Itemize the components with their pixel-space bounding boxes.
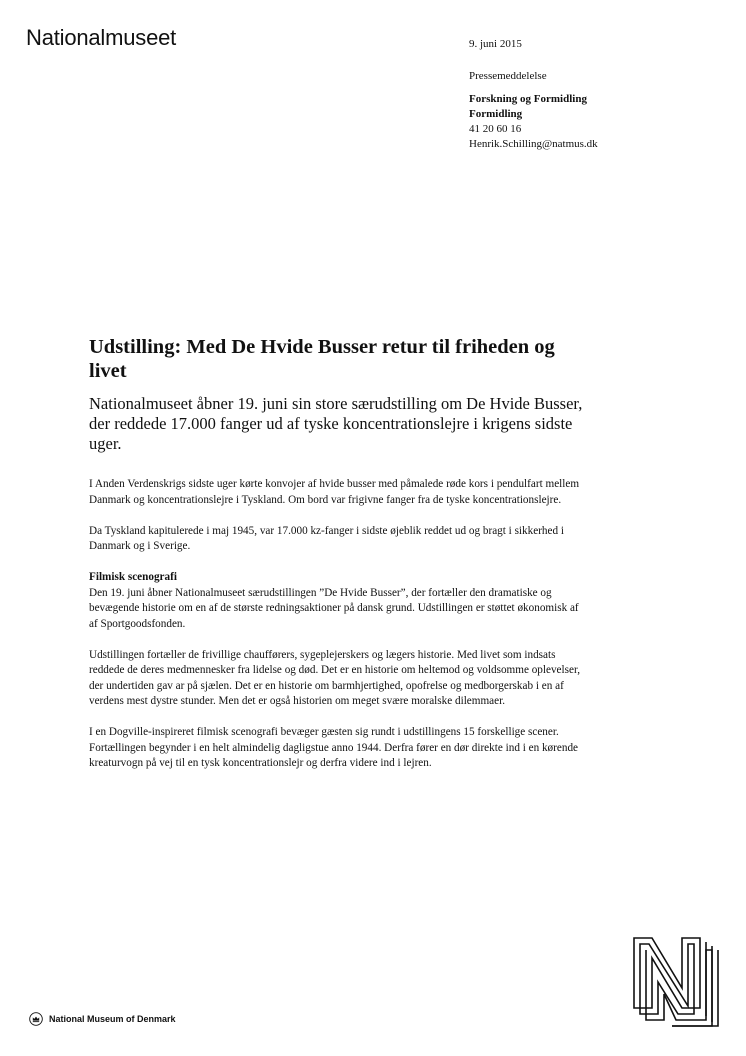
release-date: 9. juni 2015 <box>469 38 522 50</box>
crown-seal-icon <box>29 1012 43 1026</box>
contact-block <box>469 37 729 152</box>
footer-text: National Museum of Denmark <box>49 1014 176 1024</box>
paragraph-3-block <box>89 570 589 632</box>
paragraph-1: I Anden Verdenskrigs sidste uger kørte konvojer af hvide busser med påmalede røde kors i pendulfart mellem Danmark og koncentrationslejre i Tyskland. Om bord var frigivne fanger fra de tyske koncentrationslejre. <box>89 478 580 506</box>
section: Formidling <box>469 108 523 120</box>
document-type: Pressemeddelelse <box>469 70 547 82</box>
contact-email: Henrik.Schilling@natmus.dk <box>469 138 598 150</box>
paragraph-3: Den 19. juni åbner Nationalmuseet særudstillingen ”De Hvide Busser”, der fortæller den dramatiske og bevægende historie om en af de største redningsaktioner på dansk grund. Udstillingen er støttet økonomisk af af Sportgoodsfonden. <box>89 586 579 630</box>
logo-wordmark: Nationalmuseet <box>26 25 177 50</box>
paragraph-5: I en Dogville-inspireret filmisk scenografi bevæger gæsten sig rundt i udstillingens 15 forskellige scener. Fortællingen begynder i en helt almindelig dagligstue anno 1944. Derfra fører en dør direkte ind i en kørende kreaturvogn på vej til en tysk koncentrationslejr og derfra videre ind i lejren. <box>89 726 578 769</box>
article-headline: Udstilling: Med De Hvide Busser retur til friheden og livet <box>89 336 555 382</box>
section-subheading: Filmisk scenografi <box>89 571 177 583</box>
contact-phone: 41 20 60 16 <box>469 123 522 135</box>
paragraph-2: Da Tyskland kapitulerede i maj 1945, var 17.000 kz-fanger i sidste øjeblik reddet ud og bragt i sikkerhed i Danmark og i Sverige. <box>89 524 564 552</box>
nationalmuseet-n-icon <box>632 936 722 1028</box>
footer <box>29 1012 176 1026</box>
article-body <box>89 335 589 787</box>
paragraph-4: Udstillingen fortæller de frivillige chaufførers, sygeplejerskers og lægers historie. Med livet som indsats reddede de deres medmennesker fra lidelse og død. Det er en historie om heltemod og voldsomme oplevelser, der undertiden gav ar på sjælen. Det er en historie om barmhjertighed, opofrelse og medborgerskab i en af verdens mest dystre stunder. Men det er også historien om meget svære moralske dilemmaer. <box>89 648 581 707</box>
article-lead: Nationalmuseet åbner 19. juni sin store særudstilling om De Hvide Busser, der reddede 17.000 fanger ud af tyske koncentrationslejre i krigens sidste uger. <box>89 394 583 453</box>
department: Forskning og Formidling <box>469 93 587 105</box>
